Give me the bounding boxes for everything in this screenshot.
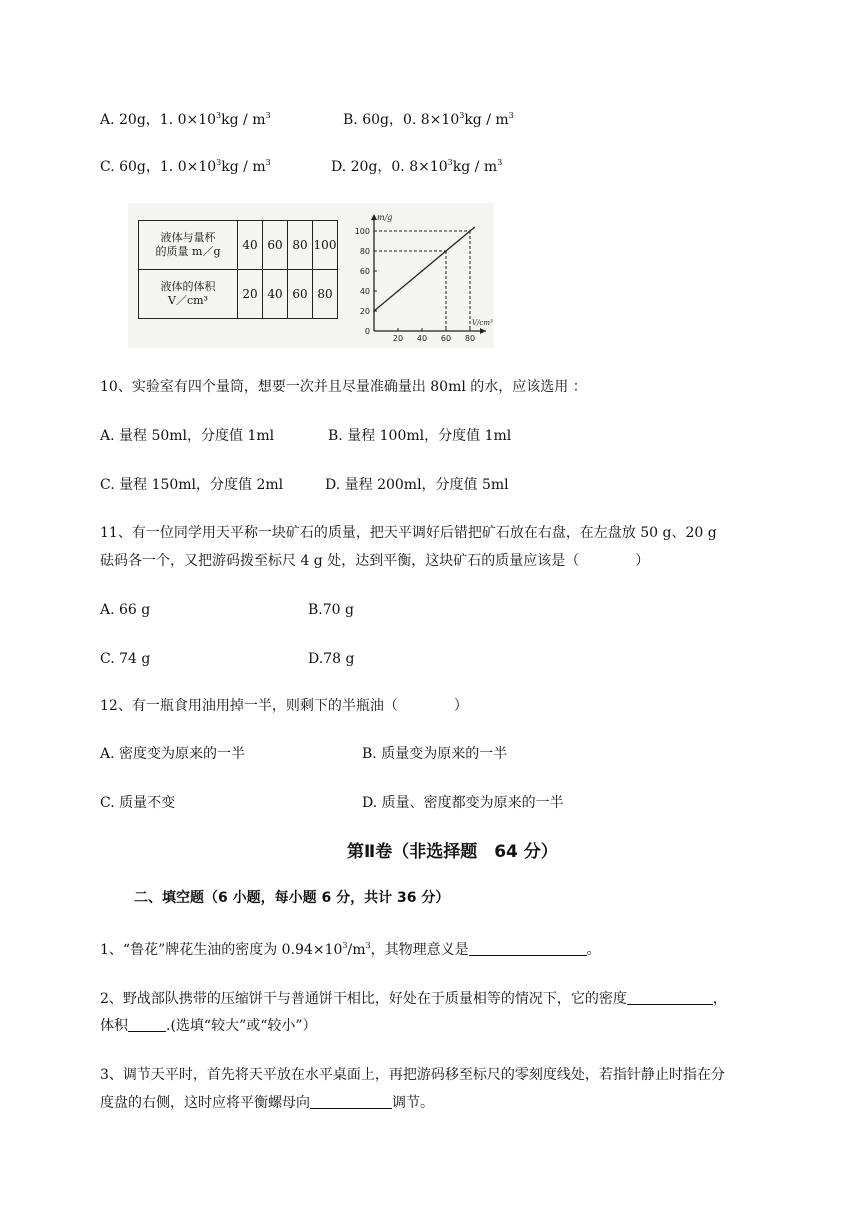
- q10-option-d[interactable]: D. 量程 200ml，分度值 5ml: [325, 477, 509, 493]
- q12-option-d[interactable]: D. 质量、密度都变为原来的一半: [362, 795, 564, 811]
- table-cell: 20: [238, 270, 263, 319]
- table-cell: 40: [263, 270, 288, 319]
- y-tick-label: 20: [359, 307, 370, 316]
- mass-volume-chart: [350, 208, 493, 343]
- data-point: [421, 270, 423, 272]
- data-point: [397, 290, 399, 292]
- data-table: [138, 220, 338, 319]
- q9-option-c[interactable]: C. 60g，1. $0\times 10^3kg / m^3$: [100, 158, 271, 175]
- table-row-label: 液体与量杯 的质量 m／g: [139, 221, 238, 270]
- data-point: [469, 230, 471, 232]
- y-axis-label: m/g: [377, 213, 393, 222]
- table-row-label: 液体的体积 V／cm³: [139, 270, 238, 319]
- y-tick-label: 100: [354, 227, 370, 236]
- answer-blank[interactable]: [469, 941, 587, 956]
- fill-question-2-line2: 体积 .(选填“较大”或“较小”）: [100, 1018, 317, 1034]
- fill-question-1: 1、“鲁花”牌花生油的密度为 $0.94\times 10^3/m^3$，其物理意义是 。: [100, 941, 601, 958]
- q12-option-a[interactable]: A. 密度变为原来的一半: [100, 746, 246, 762]
- answer-blank-volume[interactable]: [128, 1017, 166, 1032]
- x-tick-label: 60: [440, 334, 452, 343]
- q10-option-a[interactable]: A. 量程 50ml，分度值 1ml: [100, 428, 275, 444]
- x-axis-arrow: [480, 328, 486, 334]
- table-row: [139, 221, 338, 270]
- x-tick-label: 40: [416, 334, 428, 343]
- q11-stem-line2: 砝码各一个，又把游码拨至标尺 4 g 处，达到平衡，这块矿石的质量应该是（ ）: [100, 553, 650, 569]
- data-point: [373, 310, 375, 312]
- q11-option-d[interactable]: D.78 g: [308, 651, 355, 667]
- q11-option-a[interactable]: A. 66 g: [100, 602, 151, 618]
- table-cell: 40: [238, 221, 263, 270]
- q9-option-a[interactable]: A. 20g，1. $0\times 10^3kg / m^3$: [100, 111, 271, 128]
- q11-option-b[interactable]: B.70 g: [308, 602, 354, 618]
- q9-figure: [128, 203, 494, 348]
- data-point: [445, 250, 447, 252]
- table-cell: 80: [288, 221, 313, 270]
- q12-stem: 12、有一瓶食用油用掉一半，则剩下的半瓶油（ ）: [100, 698, 468, 714]
- answer-blank-density[interactable]: [627, 990, 713, 1005]
- y-tick-label: 60: [359, 267, 370, 276]
- q11-stem-line1: 11、有一位同学用天平称一块矿石的质量，把天平调好后错把矿石放在右盘，在左盘放 50 g、20 g: [100, 525, 717, 541]
- y-tick-label: 0: [364, 327, 370, 336]
- y-tick-label: 80: [359, 247, 370, 256]
- q9-option-b[interactable]: B. 60g，0. $8\times 10^3kg / m^3$: [343, 111, 514, 128]
- q9-option-d[interactable]: D. 20g，0. $8\times 10^3kg / m^3$: [331, 158, 503, 175]
- table-cell: 60: [288, 270, 313, 319]
- answer-blank-direction[interactable]: [310, 1094, 392, 1109]
- table-cell: 100: [313, 221, 338, 270]
- q10-stem: 10、实验室有四个量筒，想要一次并且尽量准确量出 80ml 的水，应该选用 ：: [100, 379, 587, 395]
- section-heading: 二、填空题（6 小题，每小题 6 分，共计 36 分）: [134, 890, 450, 906]
- table-row: [139, 270, 338, 319]
- fill-question-3-line2: 度盘的右侧，这时应将平衡螺母向 调节。: [100, 1095, 434, 1111]
- q10-option-b[interactable]: B. 量程 100ml，分度值 1ml: [328, 428, 512, 444]
- fill-question-3-line1: 3、调节天平时，首先将天平放在水平桌面上，再把游码移至标尺的零刻度线处，若指针静止时指在分: [100, 1067, 725, 1083]
- data-line: [374, 227, 475, 311]
- q12-option-c[interactable]: C. 质量不变: [100, 795, 176, 811]
- q11-option-c[interactable]: C. 74 g: [100, 651, 151, 667]
- q12-option-b[interactable]: B. 质量变为原来的一半: [362, 746, 508, 762]
- fill-question-2-line1: 2、野战部队携带的压缩饼干与普通饼干相比，好处在于质量相等的情况下，它的密度 ，: [100, 991, 727, 1007]
- y-tick-label: 40: [359, 287, 370, 296]
- table-cell: 60: [263, 221, 288, 270]
- x-tick-label: 20: [392, 334, 404, 343]
- x-axis-label: V/cm³: [472, 319, 493, 327]
- x-tick-label: 80: [464, 334, 476, 343]
- part-two-title: 第Ⅱ卷（非选择题 64 分）: [347, 842, 558, 862]
- table-cell: 80: [313, 270, 338, 319]
- q10-option-c[interactable]: C. 量程 150ml，分度值 2ml: [100, 477, 284, 493]
